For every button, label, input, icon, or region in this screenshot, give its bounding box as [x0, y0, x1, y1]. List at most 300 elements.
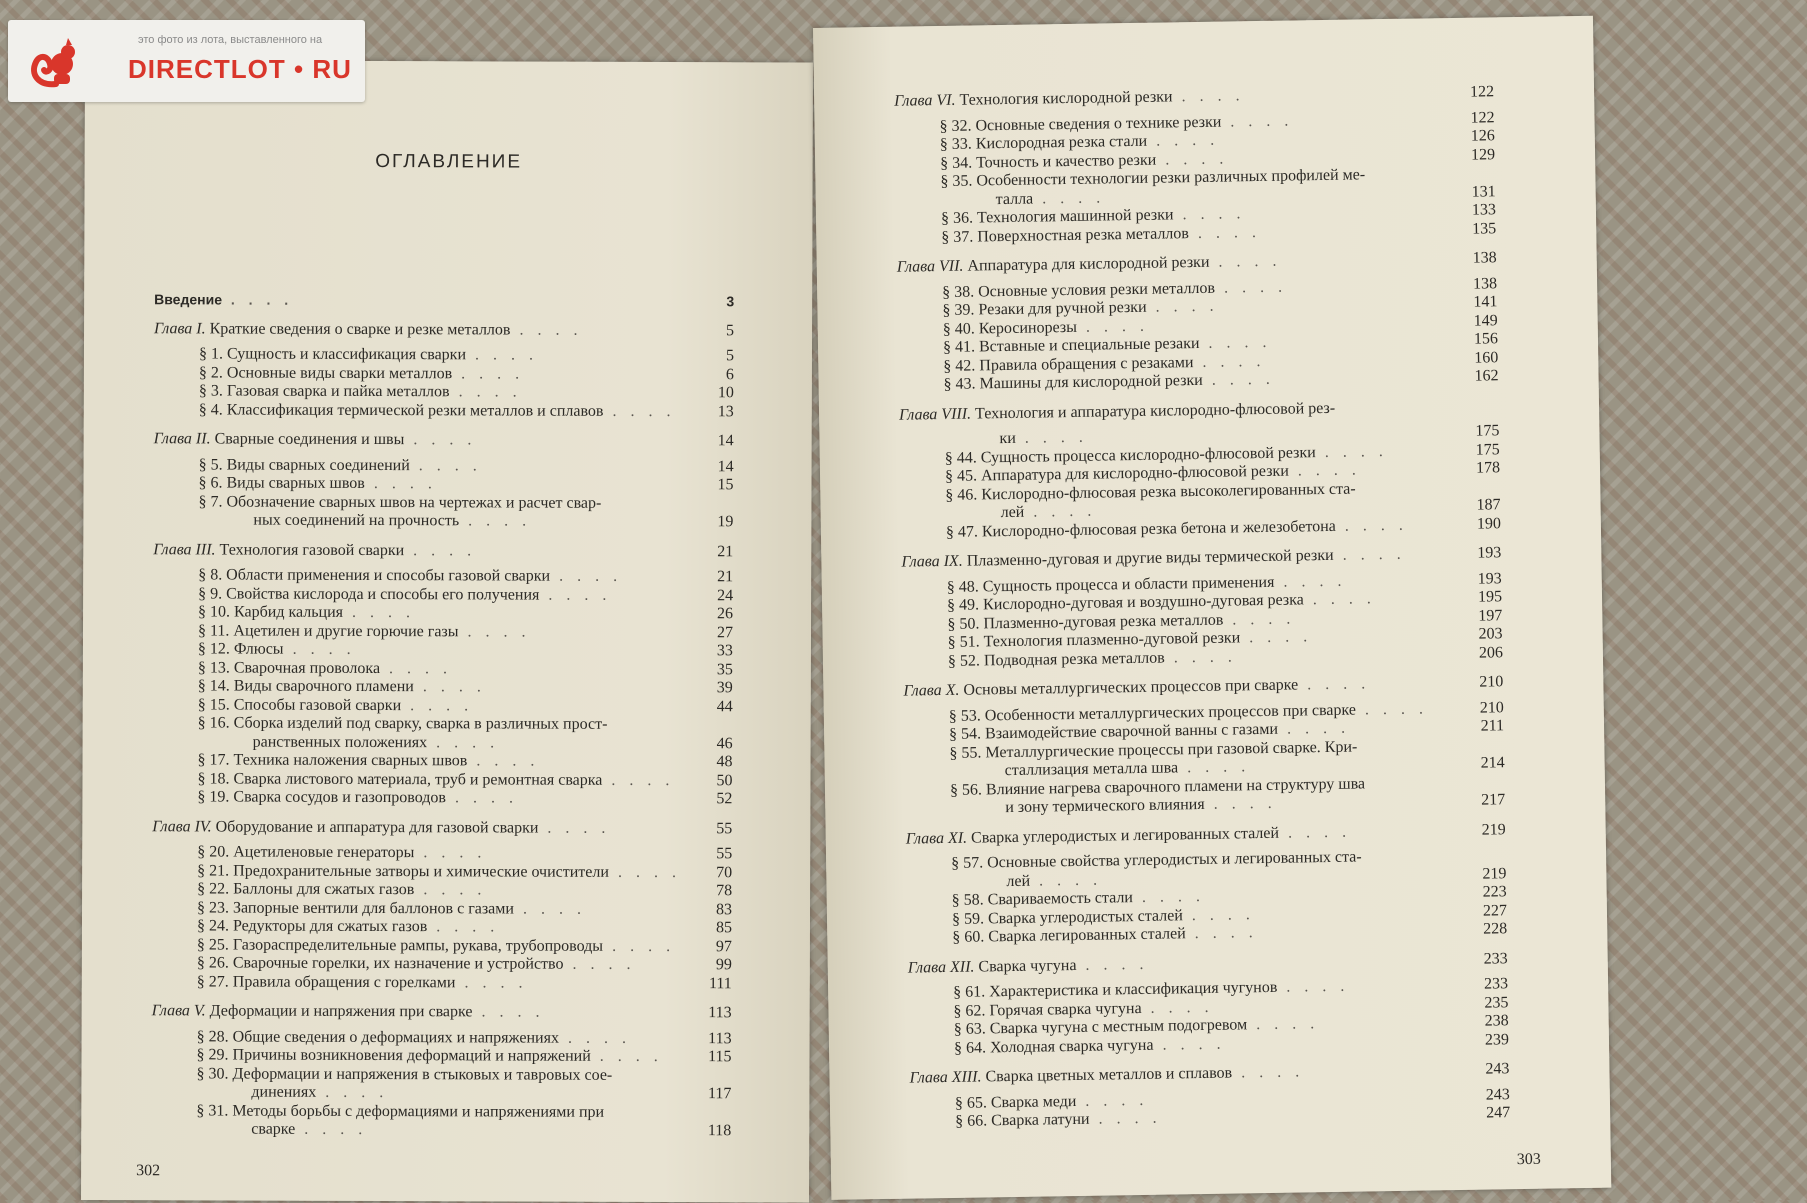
chapter-label: Глава III. [153, 540, 216, 558]
toc-page-number: 85 [715, 919, 733, 937]
dot-leader: . . . . [316, 1083, 389, 1102]
dot-leader: . . . . [1182, 905, 1255, 924]
toc-entry [153, 541, 733, 562]
toc-entry [151, 1083, 731, 1104]
dot-leader: . . . . [427, 918, 500, 936]
toc-entry [152, 818, 732, 839]
dot-leader: . . . . [1288, 461, 1361, 480]
toc-page-number: 14 [717, 457, 734, 475]
toc-entry-title: § 42. Правила обращения с резаками [943, 353, 1194, 375]
toc-page-number: 197 [1478, 606, 1503, 625]
toc-entry [894, 83, 1494, 111]
dot-leader: . . . . [1277, 977, 1350, 996]
dot-leader: . . . . [1153, 1035, 1226, 1054]
toc-entry [153, 751, 733, 772]
toc-entry-title: § 50. Плазменно-дуговая резка металлов [947, 611, 1224, 633]
toc-page-number: 33 [716, 642, 733, 660]
toc-page-number: 247 [1485, 1104, 1511, 1122]
toc-entry-title: § 9. Свойства кислорода и способы его получения [198, 584, 540, 604]
toc-entry [154, 320, 734, 341]
toc-entry-title: § 54. Взаимодействие сварочной ванны с газами [948, 720, 1279, 743]
toc-page-number: 111 [708, 974, 732, 992]
dot-leader: . . . . [1033, 188, 1106, 208]
toc-entry [153, 714, 733, 735]
toc-entry-title: лей [1000, 503, 1025, 522]
dot-leader: . . . . [404, 431, 477, 449]
toc-entry [153, 622, 733, 643]
toc-page-number: 135 [1472, 219, 1497, 238]
toc-page-number: 117 [707, 1085, 732, 1103]
toc-entry-title: § 19. Сварка сосудов и газопроводов [197, 788, 446, 807]
toc-entry [151, 1102, 731, 1123]
toc-page-number: 138 [1472, 249, 1497, 267]
chapter-label: Глава X. [903, 681, 960, 700]
toc-page-number: 83 [716, 900, 733, 918]
toc-entry-title: § 32. Основные сведения о технике резки [939, 113, 1222, 135]
toc-entry [154, 401, 734, 422]
chapter-label: Глава II. [153, 430, 211, 448]
toc-entry-title: § 62. Горячая сварка чугуна [953, 999, 1142, 1020]
toc-entry-title: § 60. Сварка легированных сталей [952, 925, 1186, 946]
dot-leader: . . . . [455, 973, 528, 992]
toc-entry-title: § 37. Поверхностная резка металлов [941, 224, 1190, 246]
toc-entry-title: § 8. Области применения и способы газовой сварки [198, 566, 551, 585]
toc-entry-title: § 2. Основные виды сварки металлов [198, 363, 453, 382]
toc-entry-title: § 18. Сварка листового материала, труб и ремонтная сварка [197, 769, 603, 789]
toc-entry-title: Оборудование и аппаратура для газовой сварки [215, 817, 539, 837]
toc-entry-title: § 64. Холодная сварка чугуна [953, 1036, 1154, 1057]
chapter-label: Глава IX. [901, 552, 963, 571]
page-number-right: 303 [1516, 1150, 1541, 1169]
toc-page-number: 21 [717, 568, 734, 586]
toc-page-number: 115 [708, 1048, 732, 1066]
toc-entry-title: § 20. Ацетиленовые генераторы [197, 843, 415, 862]
toc-entry-title: § 51. Технология плазменно-дуговой резки [947, 629, 1241, 651]
toc-entry-title: § 14. Виды сварочного пламени [197, 677, 414, 696]
toc-page-number: 239 [1484, 1030, 1510, 1049]
dot-leader: . . . . [1193, 352, 1266, 371]
toc-entry [154, 364, 734, 385]
toc-page-number: 203 [1478, 625, 1503, 643]
toc-entry-title: § 57. Основные свойства углеродистых и легированных ста- [951, 848, 1362, 872]
dot-leader: . . . . [550, 567, 623, 585]
toc-page-number: 219 [1482, 864, 1507, 883]
toc-entry-title: § 55. Металлургические процессы при газовой сварке. Кри- [949, 738, 1358, 762]
toc-entry-title: Сварные соединения и швы [214, 430, 405, 449]
toc-entry [153, 566, 733, 587]
dot-leader: . . . . [452, 364, 525, 383]
toc-page-number: 122 [1469, 83, 1495, 101]
dot-leader: . . . . [1132, 887, 1206, 907]
toc-entry [152, 973, 732, 994]
toc-page-number: 46 [716, 734, 733, 752]
chapter-label: Глава XIII. [909, 1068, 982, 1087]
toc-entry-title: § 23. Запорные вентили для баллонов с газами [197, 898, 515, 918]
dot-leader: . . . . [449, 383, 522, 401]
toc-entry [152, 899, 732, 920]
toc-entry-title: ранственных положениях [252, 733, 428, 751]
toc-entry [153, 493, 733, 514]
toc-page-number: 27 [716, 623, 734, 641]
toc-entry [152, 862, 732, 883]
toc-page-number: 243 [1485, 1060, 1510, 1078]
toc-entry-title: § 49. Кислородно-дуговая и воздушно-дуговая резка [946, 591, 1304, 614]
toc-entry-title: Сварка цветных металлов и сплавов [985, 1064, 1233, 1086]
dot-leader: . . . . [1185, 924, 1258, 943]
toc-page-number: 233 [1483, 975, 1509, 993]
toc-page-number: 210 [1479, 673, 1504, 691]
dot-leader: . . . . [414, 881, 487, 899]
toc-entry-title: § 41. Вставные и специальные резаки [942, 334, 1200, 356]
toc-page-number: 5 [726, 321, 735, 339]
chapter-label: Глава V. [151, 1002, 206, 1020]
toc-entry-title: § 11. Ацетилен и другие горючие газы [197, 621, 459, 640]
toc-page-number: 228 [1483, 920, 1508, 938]
toc-page-number: 122 [1470, 108, 1495, 127]
dot-leader: . . . . [467, 752, 540, 770]
toc-entry-title: § 1. Сущность и классификация сварки [198, 345, 467, 364]
chapter-label: Глава IV. [152, 817, 212, 835]
dot-leader: . . . . [1076, 955, 1149, 974]
chapter-label: Глава XII. [907, 958, 975, 977]
toc-entry [901, 544, 1501, 572]
toc-page-number: 50 [716, 771, 733, 789]
toc-entry-title: § 4. Классификация термической резки металлов и сплавов [198, 400, 604, 420]
dot-leader: . . . . [1333, 545, 1406, 564]
dot-leader: . . . . [603, 402, 676, 420]
toc-page-number: 129 [1470, 145, 1496, 164]
dot-leader: . . . . [427, 733, 500, 751]
toc-entry-title: Краткие сведения о сварке и резке металлов [209, 319, 511, 338]
toc-entry [153, 677, 733, 698]
toc-entry-title: Плазменно-дуговая и другие виды термической резки [966, 546, 1334, 570]
toc-entry [154, 430, 734, 451]
chapter-label: Глава I. [154, 319, 206, 337]
toc-entry [154, 382, 734, 403]
toc-entry-title: § 56. Влияние нагрева сварочного пламени на структуру шва [949, 774, 1366, 799]
dot-leader: . . . . [409, 456, 482, 474]
toc-page-number: 15 [717, 476, 734, 494]
toc-entry [153, 511, 733, 532]
toc-entry-title: и зону термического влияния [1005, 795, 1205, 817]
toc-page-number: 160 [1474, 348, 1499, 367]
toc-entry-title: § 30. Деформации и напряжения в стыковых и тавровых сое- [196, 1064, 613, 1084]
dot-leader: . . . . [538, 819, 611, 837]
table-of-contents-right [894, 72, 1510, 1132]
dot-leader: . . . . [342, 603, 416, 622]
toc-page-number: 243 [1485, 1085, 1510, 1104]
toc-page-number: 26 [717, 605, 734, 623]
toc-entry [153, 696, 733, 717]
page-number-left: 302 [136, 1162, 161, 1180]
toc-entry [906, 821, 1506, 849]
dot-leader: . . . . [1164, 647, 1237, 667]
dot-leader: . . . . [1278, 823, 1352, 842]
toc-entry-title: § 65. Сварка меди [954, 1092, 1077, 1112]
dot-leader: . . . . [1146, 297, 1219, 316]
toc-entry-title: § 35. Особенности технологии резки различных профилей ме- [940, 166, 1366, 191]
toc-page-number: 233 [1483, 949, 1508, 968]
toc-entry [152, 770, 732, 791]
toc-page-number: 5 [725, 347, 735, 365]
toc-entry-title: § 46. Кислородно-флюсовая резка высоколегированных ста- [945, 480, 1356, 504]
toc-entry-title: лей [1006, 872, 1031, 890]
toc-page-number: 52 [716, 790, 733, 808]
toc-entry-title: § 52. Подводная резка металлов [947, 649, 1165, 670]
dot-leader: . . . . [1173, 205, 1246, 224]
dot-leader: . . . . [380, 659, 453, 677]
toc-entry [152, 1028, 732, 1049]
toc-entry [154, 290, 734, 311]
toc-page-number: 149 [1473, 311, 1498, 330]
dot-leader: . . . . [414, 844, 487, 862]
dot-leader: . . . . [1029, 871, 1103, 890]
toc-entry-title: § 26. Сварочные горелки, их назначение и устройство [196, 954, 564, 973]
dot-leader: . . . . [404, 541, 477, 559]
toc-entry-title: § 39. Резаки для ручной резки [942, 298, 1147, 320]
chapter-label: Глава VI. [894, 91, 956, 110]
toc-entry-title: Деформации и напряжения при сварке [209, 1002, 473, 1021]
toc-entry-title: § 3. Газовая сварка и пайка металлов [198, 382, 450, 401]
toc-entry [152, 1002, 732, 1023]
dot-leader: . . . . [1315, 442, 1388, 461]
dot-leader: . . . . [1274, 572, 1347, 591]
toc-entry-title: Сварка чугуна [978, 956, 1077, 976]
toc-page-number: 55 [716, 845, 733, 863]
right-page [813, 16, 1611, 1200]
dot-leader: . . . . [1209, 252, 1282, 271]
toc-entry-title: § 12. Флюсы [197, 640, 284, 658]
toc-page-number: 113 [708, 1004, 732, 1022]
table-of-contents-left [151, 290, 734, 1141]
dot-leader: . . . . [1076, 1091, 1149, 1110]
toc-entry [153, 603, 733, 624]
toc-page-number: 175 [1475, 440, 1500, 459]
dot-leader: . . . . [1076, 317, 1150, 336]
toc-entry-title: § 16. Сборка изделий под сварку, сварка в различных прост- [197, 714, 608, 733]
toc-page-number: 138 [1472, 274, 1498, 293]
toc-page-number: 39 [716, 679, 733, 697]
dot-leader: . . . . [608, 863, 681, 881]
dot-leader: . . . . [603, 937, 676, 955]
toc-entry-title: § 44. Сущность процесса кислородно-флюсовой резки [944, 443, 1316, 467]
left-page [81, 60, 813, 1203]
toc-entry-title: § 47. Кислородно-флюсовая резка бетона и железобетона [945, 517, 1336, 541]
toc-entry [152, 788, 732, 809]
dot-leader: . . . . [1141, 998, 1214, 1017]
toc-entry-title: § 58. Свариваемость стали [951, 889, 1134, 909]
toc-entry [897, 249, 1497, 277]
dot-leader: . . . . [1156, 149, 1229, 169]
page-title: ОГЛАВЛЕНИЕ [375, 151, 523, 173]
toc-page-number: 141 [1473, 293, 1498, 311]
toc-entry-title: Введение [154, 291, 223, 308]
toc-page-number: 48 [716, 753, 733, 771]
toc-entry [152, 954, 732, 975]
toc-entry-title: § 33. Кислородная резка стали [939, 132, 1148, 154]
dot-leader: . . . . [1232, 1063, 1305, 1082]
dot-leader: . . . . [401, 696, 474, 714]
toc-page-number: 193 [1477, 569, 1502, 588]
dot-leader: . . . . [466, 346, 539, 364]
toc-page-number: 13 [717, 402, 734, 420]
dot-leader: . . . . [1214, 278, 1288, 297]
toc-page-number: 55 [716, 819, 733, 837]
dot-leader: . . . . [295, 1120, 368, 1138]
toc-page-number: 178 [1475, 459, 1501, 477]
toc-page-number: 99 [715, 956, 732, 974]
dot-leader: . . . . [1178, 758, 1251, 777]
toc-page-number: 187 [1476, 496, 1501, 514]
dot-leader: . . . . [283, 640, 356, 658]
toc-entry-title: § 24. Редукторы для сжатых газов [196, 917, 428, 936]
toc-entry-title: § 7. Обозначение сварных швов на чертежах и расчет свар- [198, 492, 602, 512]
toc-entry-title: § 48. Сущность процесса и области применения [946, 573, 1275, 596]
dot-leader: . . . . [1015, 428, 1088, 447]
dot-leader: . . . . [221, 291, 294, 308]
toc-entry-title: Аппаратура для кислородной резки [967, 253, 1210, 275]
toc-page-number: 78 [716, 882, 733, 900]
dot-leader: . . . . [472, 1003, 545, 1021]
toc-entry [151, 1120, 731, 1141]
toc-entry-title: сталлизация металла шва [1004, 759, 1179, 780]
toc-page-number: 219 [1481, 820, 1506, 839]
toc-page-number: 193 [1477, 544, 1502, 562]
toc-entry [909, 1060, 1509, 1088]
toc-entry-title: § 53. Особенности металлургических процессов при сварке [948, 701, 1357, 725]
toc-entry-title: Технология и аппаратура кислородно-флюсовой рез- [974, 399, 1336, 423]
dot-leader: . . . . [459, 512, 532, 530]
toc-entry-title: § 43. Машины для кислородной резки [943, 371, 1203, 393]
dot-leader: . . . . [602, 771, 675, 789]
toc-entry-title: § 66. Сварка латуни [955, 1110, 1090, 1130]
toc-entry [899, 397, 1499, 425]
toc-entry-title: § 38. Основные условия резки металлов [942, 279, 1216, 301]
dot-leader: . . . . [1089, 1109, 1162, 1128]
toc-page-number: 217 [1481, 791, 1506, 809]
dot-leader: . . . . [458, 622, 531, 641]
dot-leader: . . . . [1172, 87, 1245, 106]
toc-entry [153, 640, 733, 661]
toc-entry-title: Технология газовой сварки [219, 540, 405, 559]
toc-entry-title: § 34. Точность и качество резки [940, 151, 1157, 172]
toc-page-number: 6 [725, 365, 734, 383]
dot-leader: . . . . [1298, 675, 1371, 694]
dot-leader: . . . . [1303, 590, 1376, 609]
dot-leader: . . . . [1247, 1015, 1320, 1034]
dot-leader: . . . . [539, 586, 612, 604]
toc-entry-title: § 59. Сварка углеродистых сталей [951, 906, 1183, 928]
toc-page-number: 223 [1482, 883, 1507, 901]
toc-entry-title: § 5. Виды сварных соединений [198, 455, 410, 474]
toc-entry-title: § 27. Правила обращения с горелками [196, 972, 456, 991]
dot-leader: . . . . [1199, 333, 1272, 352]
dot-leader: . . . . [1024, 502, 1097, 521]
toc-entry-title: Основы металлургических процессов при сварке [963, 676, 1299, 699]
toc-entry [151, 1046, 731, 1067]
toc-entry-title: § 13. Сварочная проволока [197, 658, 381, 677]
toc-entry-title: § 31. Методы борьбы с деформациями и напряжениями при [196, 1101, 605, 1121]
toc-page-number: 24 [717, 586, 734, 604]
toc-entry [908, 950, 1508, 978]
dot-leader: . . . . [1202, 370, 1275, 389]
watermark [8, 20, 365, 102]
chapter-label: Глава VII. [896, 257, 964, 276]
toc-entry-title: § 10. Карбид кальция [198, 603, 344, 621]
toc-entry [151, 1065, 731, 1086]
toc-entry [152, 843, 732, 864]
toc-entry-title: Технология кислородной резки [959, 88, 1173, 109]
toc-page-number: 131 [1471, 182, 1496, 201]
squirrel-icon [18, 34, 84, 90]
toc-page-number: 214 [1480, 754, 1505, 772]
toc-page-number: 113 [708, 1029, 732, 1047]
dot-leader: . . . . [364, 474, 437, 493]
toc-page-number: 44 [716, 697, 733, 715]
toc-entry-title: § 40. Керосинорезы [942, 318, 1078, 338]
watermark-brand: DIRECTLOT • RU [128, 54, 352, 84]
toc-page-number: 190 [1476, 514, 1501, 533]
dot-leader: . . . . [590, 1047, 663, 1066]
dot-leader: . . . . [563, 955, 636, 973]
watermark-caption: это фото из лота, выставленного на [138, 34, 323, 46]
dot-leader: . . . . [1223, 609, 1296, 629]
dot-leader: . . . . [1355, 699, 1429, 719]
toc-entry [152, 917, 732, 938]
toc-entry [154, 345, 734, 366]
chapter-label: Глава VIII. [898, 405, 972, 424]
toc-entry-title: ных соединений на прочность [253, 511, 460, 530]
dot-leader: . . . . [1240, 628, 1313, 647]
toc-entry [154, 456, 734, 477]
toc-entry-title: § 63. Сварка чугуна с местным подогревом [953, 1016, 1248, 1038]
toc-page-number: 195 [1477, 588, 1503, 606]
toc-entry-title: ки [999, 429, 1016, 448]
toc-entry [152, 936, 732, 957]
chapter-label: Глава XI. [905, 829, 968, 848]
toc-page-number: 10 [717, 384, 734, 402]
toc-entry-title: талла [995, 190, 1034, 208]
dot-leader: . . . . [1188, 223, 1262, 242]
toc-page-number: 133 [1471, 201, 1497, 219]
toc-page-number: 97 [715, 937, 732, 955]
dot-leader: . . . . [413, 678, 486, 696]
toc-page-number: 206 [1478, 643, 1504, 662]
toc-page-number: 3 [726, 293, 735, 310]
toc-entry-title: § 25. Газораспределительные рампы, рукава, трубопроводы [196, 935, 604, 955]
dot-leader: . . . . [510, 320, 583, 339]
toc-entry [903, 673, 1503, 701]
dot-leader: . . . . [513, 900, 587, 918]
toc-page-number: 126 [1470, 127, 1495, 145]
toc-entry-title: сварке [251, 1120, 296, 1138]
dot-leader: . . . . [1221, 111, 1294, 131]
toc-page-number: 70 [716, 863, 733, 881]
toc-page-number: 156 [1473, 330, 1499, 348]
toc-page-number: 227 [1482, 901, 1508, 920]
toc-entry-title: § 15. Способы газовой сварки [197, 695, 402, 714]
toc-page-number: 210 [1479, 698, 1504, 717]
toc-entry-title: § 28. Общие сведения о деформациях и напряжениях [196, 1027, 560, 1047]
dot-leader: . . . . [1204, 794, 1277, 813]
toc-entry-title: динениях [251, 1083, 317, 1101]
toc-entry-title: § 36. Технология машинной резки [940, 206, 1174, 228]
toc-page-number: 35 [716, 660, 733, 678]
toc-entry-title: § 17. Техника наложения сварных швов [197, 751, 468, 770]
toc-page-number: 21 [717, 542, 734, 560]
toc-page-number: 162 [1474, 367, 1499, 385]
toc-entry-title: § 21. Предохранительные затворы и химические очистители [197, 861, 609, 881]
